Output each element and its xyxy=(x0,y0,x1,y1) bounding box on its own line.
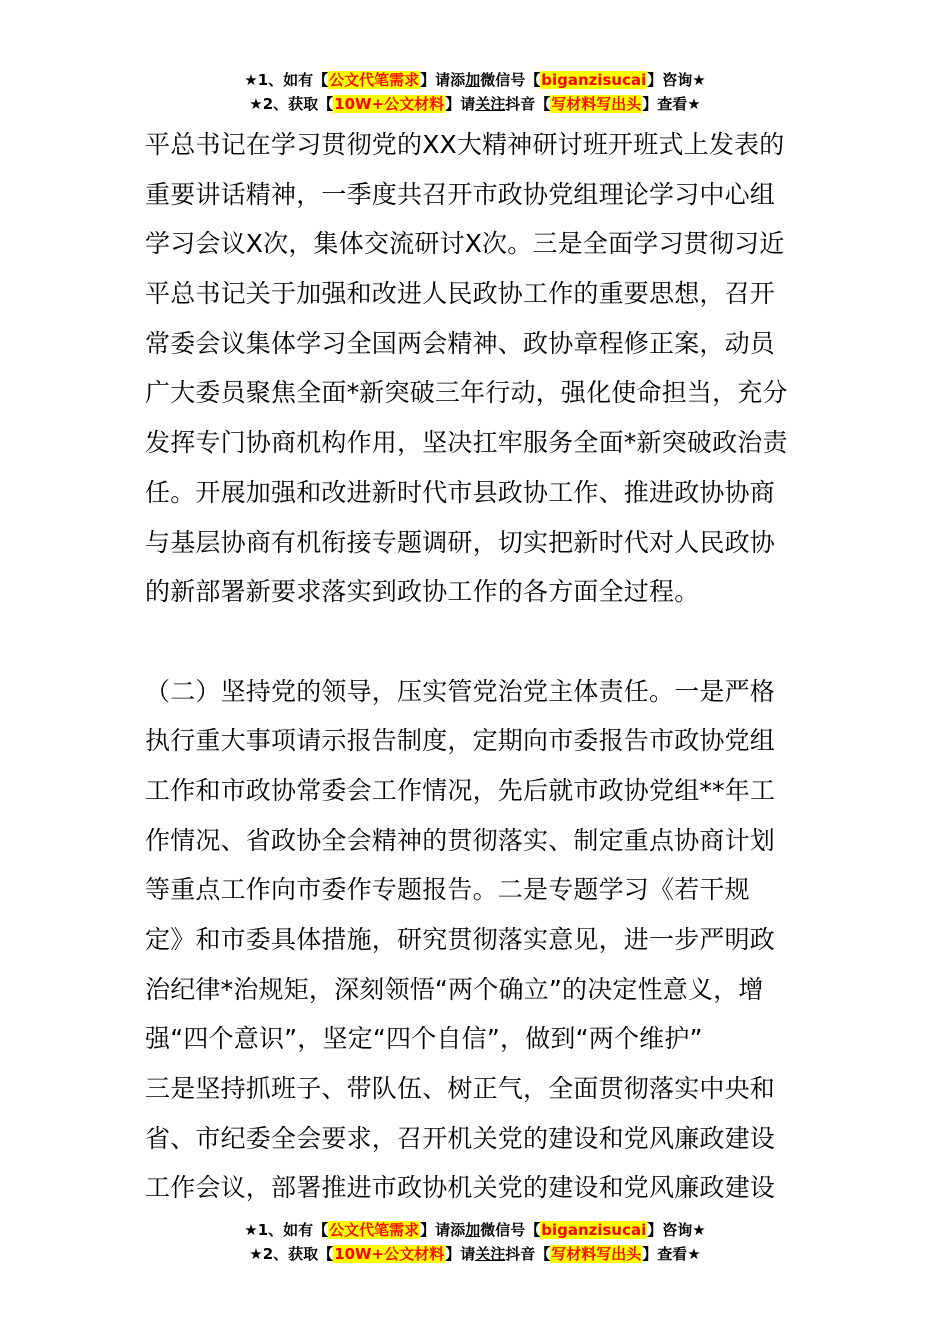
banner-highlight-materials: 10W+公文材料 xyxy=(334,1245,445,1263)
text-line: 三是坚持抓班子、带队伍、树正气，全面贯彻落实中央和 xyxy=(145,1074,776,1104)
banner-line-2-mid: 】请 xyxy=(445,95,476,113)
text-line: 治纪律*治规矩，深刻领悟“两个确立”的决定性意义，增 xyxy=(145,974,764,1004)
text-line: 发挥专门协商机构作用，坚决扛牢服务全面*新突破政治责 xyxy=(145,428,788,458)
banner-line-1-mid: 】请添 xyxy=(420,1221,466,1239)
text-line: 任。开展加强和改进新时代市县政协工作、推进政协协商 xyxy=(145,477,776,507)
text-line: （二）坚持党的领导，压实管党治党主体责任。一是严格 xyxy=(145,676,776,706)
banner-line-2-mid: 】请 xyxy=(445,1245,476,1263)
banner-line-2-mid2: 抖音【 xyxy=(505,95,551,113)
text-line: 强“四个意识”，坚定“四个自信”，做到“两个维护” xyxy=(145,1024,703,1054)
banner-line-1-prefix: ★1、如有【 xyxy=(244,1221,329,1239)
text-line: 与基层协商有机衔接专题调研，切实把新时代对人民政协 xyxy=(145,527,776,557)
banner-underline-follow: 关注 xyxy=(475,95,506,113)
text-line: 工作和市政协常委会工作情况，先后就市政协党组**年工 xyxy=(145,775,776,805)
banner-line-2-suffix: 】查看★ xyxy=(642,1245,701,1263)
text-line: 平总书记在学习贯彻党的XX大精神研讨班开班式上发表的 xyxy=(145,130,785,159)
banner-line-1-suffix: 】咨询★ xyxy=(647,71,706,89)
text-line: 的新部署新要求落实到政协工作的各方面全过程。 xyxy=(145,577,700,607)
text-line: 平总书记关于加强和改进人民政协工作的重要思想，召开 xyxy=(145,279,776,309)
banner-line-2 xyxy=(0,1242,950,1266)
text-line: 广大委员聚焦全面*新突破三年行动，强化使命担当，充分 xyxy=(145,378,788,408)
banner-line-2-suffix: 】查看★ xyxy=(642,95,701,113)
header-banner xyxy=(0,68,950,116)
banner-line-1-mid2: 微信号【 xyxy=(480,1221,541,1239)
banner-highlight-douyin: 写材料写出头 xyxy=(551,95,642,113)
banner-highlight-materials: 10W+公文材料 xyxy=(334,95,445,113)
banner-line-1-mid: 】请添 xyxy=(420,71,466,89)
banner-line-1-prefix: ★1、如有【 xyxy=(244,71,329,89)
banner-highlight-service: 公文代笔需求 xyxy=(329,1221,420,1239)
banner-line-2-mid2: 抖音【 xyxy=(505,1245,551,1263)
footer-banner xyxy=(0,1218,950,1266)
banner-highlight-wechat-id: biganzisucai xyxy=(541,1221,647,1239)
banner-line-2-prefix: ★2、获取【 xyxy=(249,1245,334,1263)
text-line: 工作会议，部署推进市政协机关党的建设和党风廉政建设 xyxy=(145,1173,776,1203)
paragraph-gap xyxy=(145,617,810,667)
banner-highlight-douyin: 写材料写出头 xyxy=(551,1245,642,1263)
text-line: 作情况、省政协全会精神的贯彻落实、制定重点协商计划 xyxy=(145,825,776,855)
paragraph-section-two xyxy=(145,667,810,1214)
text-line: 等重点工作向市委作专题报告。二是专题学习《若干规 xyxy=(145,875,750,905)
text-line: 执行重大事项请示报告制度，定期向市委报告市政协党组 xyxy=(145,726,776,756)
banner-underline-follow: 关注 xyxy=(475,1245,506,1263)
banner-line-2 xyxy=(0,92,950,116)
paragraph-continuation xyxy=(145,120,810,617)
text-line: 定》和市委具体措施，研究贯彻落实意见，进一步严明政 xyxy=(145,925,776,954)
banner-underline-add: 加 xyxy=(465,71,481,89)
text-line: 常委会议集体学习全国两会精神、政协章程修正案，动员 xyxy=(145,328,776,358)
text-line: 重要讲话精神，一季度共召开市政协党组理论学习中心组 xyxy=(145,179,776,209)
document-body xyxy=(145,120,810,1213)
banner-highlight-service: 公文代笔需求 xyxy=(329,71,420,89)
banner-underline-add: 加 xyxy=(465,1221,481,1239)
banner-line-1 xyxy=(0,68,950,92)
banner-line-2-prefix: ★2、获取【 xyxy=(249,95,334,113)
banner-line-1-mid2: 微信号【 xyxy=(480,71,541,89)
text-line: 省、市纪委全会要求，召开机关党的建设和党风廉政建设 xyxy=(145,1123,776,1153)
banner-highlight-wechat-id: biganzisucai xyxy=(541,71,647,89)
banner-line-1-suffix: 】咨询★ xyxy=(647,1221,706,1239)
text-line: 学习会议X次，集体交流研讨X次。三是全面学习贯彻习近 xyxy=(145,229,785,259)
banner-line-1 xyxy=(0,1218,950,1242)
